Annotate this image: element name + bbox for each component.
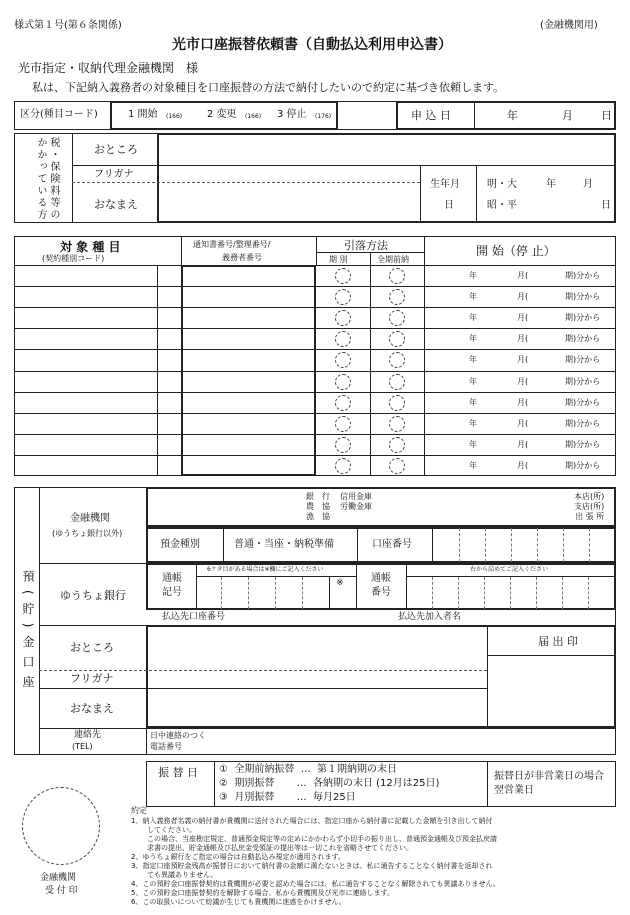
- passbook-symbol-note: 6ケタ目がある場合は※欄にご記入ください: [207, 566, 324, 573]
- row-divider: [14, 349, 616, 350]
- terms-line: この場合、当座勘定規定、普通預金規定等の定めにかかわらず小切手の振り出し、普通預金通帳及び預金払戻請: [147, 835, 497, 843]
- asterisk-mark: ※: [336, 578, 344, 588]
- transfer-option-3: ③ 月別振替 … 毎月25日: [219, 792, 356, 803]
- institution-types-1: 銀 行 農 協 漁 協: [306, 492, 330, 521]
- method-prepay-circle[interactable]: [389, 374, 405, 390]
- row-year-unit: 年: [469, 461, 477, 470]
- row-year-unit: 年: [469, 313, 477, 322]
- kubun-start-option[interactable]: 1 開始: [128, 109, 158, 120]
- form-number: 様式第１号(第６条関係): [14, 20, 122, 31]
- contact-label: 連絡先: [74, 730, 102, 740]
- copy-label: (金融機関用): [540, 20, 598, 31]
- account-number-label: 口座番号: [372, 539, 412, 550]
- intro-text: 私は、下記納入義務者の対象種目を口座振替の方法で納付したいので約定に基づき依頼します。: [32, 81, 505, 94]
- apply-day-unit: 日: [601, 109, 612, 122]
- payer-side-label: 税・保険料等のかかっている方: [35, 137, 59, 221]
- terms-line: 3、指定口座預貯金残高が振替日において納付書の金額に満たないときは、私に通告することなく納付書を返却され: [131, 862, 493, 870]
- apply-date-label: 申 込 日: [411, 109, 451, 122]
- row-year-unit: 年: [469, 334, 477, 343]
- holder-furigana-label: フリガナ: [70, 672, 114, 685]
- payer-furigana-label: フリガナ: [94, 169, 134, 180]
- row-year-unit: 年: [469, 377, 477, 386]
- institution-types-2: 信用金庫 労働金庫: [340, 492, 372, 511]
- passbook-number-label: 通帳: [371, 573, 391, 584]
- method-period-circle[interactable]: [335, 395, 351, 411]
- passbook-symbol-label-2: 記号: [162, 587, 182, 598]
- method-prepay-circle[interactable]: [389, 352, 405, 368]
- row-period-unit: 期)分から: [565, 271, 601, 280]
- row-period-unit: 期)分から: [565, 292, 601, 301]
- passbook-number-label-2: 番号: [371, 587, 391, 598]
- birth-day-unit: 日: [601, 200, 611, 211]
- method-prepay-circle[interactable]: [389, 310, 405, 326]
- holder-address-label: おところ: [70, 641, 114, 654]
- holiday-note-2: 翌営業日: [494, 785, 534, 796]
- row-divider: [14, 286, 616, 287]
- kubun-stop-option[interactable]: 3 停止: [277, 109, 307, 120]
- contact-note-2: 電話番号: [150, 742, 182, 751]
- row-year-unit: 年: [469, 419, 477, 428]
- method-prepay-circle[interactable]: [389, 268, 405, 284]
- deposit-type-options[interactable]: 普通・当座・納税準備: [234, 539, 334, 550]
- terms-line: 5、この預貯金口座振替契約を解除する場合、私から貴機関及び光市に連絡します。: [131, 889, 394, 897]
- kubun-start-code: (166): [166, 113, 183, 120]
- terms-line: 1、納入義務者名義の納付書が貴機関に送付された場合には、指定口座から納付書に記載した金額を引き出して納付: [131, 817, 493, 825]
- method-prepay-circle[interactable]: [389, 416, 405, 432]
- payer-input-area[interactable]: [157, 133, 616, 223]
- row-period-unit: 期)分から: [565, 355, 601, 364]
- receipt-label: 金融機関: [40, 873, 77, 883]
- method-prepay-circle[interactable]: [389, 331, 405, 347]
- transfer-member-label: 払込先加入者名: [398, 612, 462, 622]
- institution-label: 金融機関: [70, 513, 110, 524]
- era-showa-heisei[interactable]: 昭・平: [487, 200, 517, 211]
- row-month-unit: 月(: [517, 461, 529, 470]
- row-divider: [14, 413, 616, 414]
- terms-line: 2、ゆうちょ銀行をご指定の場合は自動払込み規定が適用されます。: [131, 853, 345, 861]
- row-divider: [14, 392, 616, 393]
- method-prepay-circle[interactable]: [389, 395, 405, 411]
- holiday-note: 振替日が非営業日の場合: [494, 771, 604, 782]
- terms-line: 6、この取扱いについて紛議が生じても貴機関に迷惑をかけません。: [131, 898, 346, 906]
- holder-name-label: おなまえ: [70, 702, 114, 715]
- row-year-unit: 年: [469, 292, 477, 301]
- birth-label-2: 日: [444, 200, 454, 211]
- method-period-circle[interactable]: [335, 374, 351, 390]
- kubun-change-option[interactable]: 2 変更: [207, 109, 237, 120]
- col-method-prepay: 全期前納: [377, 255, 409, 264]
- kubun-stop-code: (176): [315, 113, 332, 120]
- col-method-header: 引落方法: [344, 239, 388, 252]
- row-period-unit: 期)分から: [565, 313, 601, 322]
- row-period-unit: 期)分から: [565, 334, 601, 343]
- row-period-unit: 期)分から: [565, 440, 601, 449]
- method-period-circle[interactable]: [335, 437, 351, 453]
- method-period-circle[interactable]: [335, 268, 351, 284]
- yucho-label: ゆうちょ銀行: [60, 589, 126, 602]
- birth-month-unit: 月: [583, 179, 593, 190]
- method-period-circle[interactable]: [335, 352, 351, 368]
- row-period-unit: 期)分から: [565, 398, 601, 407]
- terms-line: してください。: [147, 826, 196, 834]
- row-month-unit: 月(: [517, 292, 529, 301]
- col-method-period: 期 別: [329, 255, 348, 264]
- row-divider: [14, 371, 616, 372]
- method-prepay-circle[interactable]: [389, 289, 405, 305]
- row-period-unit: 期)分から: [565, 377, 601, 386]
- terms-line: 求書の提出、貯金通帳及び払戻金受領証の提出等は一切これを省略させてください。: [147, 844, 413, 852]
- payer-address-label: おところ: [94, 143, 138, 156]
- method-period-circle[interactable]: [335, 458, 351, 474]
- col-notice-header: 通知書番号/整理番号/: [193, 240, 271, 249]
- method-prepay-circle[interactable]: [389, 437, 405, 453]
- contact-note: 日中連絡のつく: [150, 731, 206, 740]
- row-month-unit: 月(: [517, 313, 529, 322]
- row-year-unit: 年: [469, 271, 477, 280]
- col-item-header: 対 象 種 目: [60, 240, 121, 254]
- terms-line: 4、この預貯金口座振替契約は貴機関が必要と認めた場合には、私に通告することなく解除されても異議ありません。: [131, 880, 500, 888]
- apply-month-unit: 月: [562, 109, 573, 122]
- row-year-unit: 年: [469, 398, 477, 407]
- transfer-day-label: 振 替 日: [158, 766, 198, 779]
- birth-year-unit: 年: [546, 179, 556, 190]
- col-notice-header-2: 義務者番号: [222, 253, 262, 262]
- method-period-circle[interactable]: [335, 310, 351, 326]
- institution-input[interactable]: [146, 487, 616, 527]
- col-item-sub: (契約種別コード): [42, 254, 105, 263]
- contact-sub: (TEL): [72, 742, 93, 751]
- terms-title: 約定: [131, 806, 147, 815]
- era-meiji-taisho[interactable]: 明・大: [487, 179, 517, 190]
- row-year-unit: 年: [469, 355, 477, 364]
- row-divider: [14, 434, 616, 435]
- row-month-unit: 月(: [517, 398, 529, 407]
- row-period-unit: 期)分から: [565, 461, 601, 470]
- row-month-unit: 月(: [517, 355, 529, 364]
- method-prepay-circle[interactable]: [389, 458, 405, 474]
- bank-side-label: 預(貯)金口座: [21, 570, 35, 696]
- row-period-unit: 期)分から: [565, 419, 601, 428]
- col-start-header: 開 始（停 止）: [476, 244, 556, 258]
- addressee: 光市指定・収納代理金融機関 様: [18, 61, 199, 75]
- method-period-circle[interactable]: [335, 416, 351, 432]
- row-divider: [14, 455, 616, 456]
- deposit-type-label: 預金種別: [160, 539, 200, 550]
- transfer-option-1: ① 全期前納振替 … 第１期納期の末日: [219, 764, 398, 775]
- institution-sub: (ゆうちょ銀行以外): [52, 529, 123, 538]
- row-divider: [14, 307, 616, 308]
- row-month-unit: 月(: [517, 419, 529, 428]
- terms-line: ても異議ありません。: [147, 871, 218, 879]
- branch-types: 本店(所) 支店(所) 出 張 所: [574, 492, 605, 521]
- page-title: 光市口座振替依頼書（自動払込利用申込書）: [172, 37, 452, 53]
- receipt-stamp-circle: [22, 787, 100, 865]
- row-month-unit: 月(: [517, 377, 529, 386]
- method-period-circle[interactable]: [335, 289, 351, 305]
- method-period-circle[interactable]: [335, 331, 351, 347]
- birth-label: 生年月: [430, 179, 460, 190]
- passbook-symbol-label: 通帳: [162, 573, 182, 584]
- terms-body: [131, 817, 616, 907]
- passbook-number-note: 右から詰めてご記入ください: [470, 566, 549, 573]
- apply-year-unit: 年: [507, 109, 518, 122]
- row-month-unit: 月(: [517, 334, 529, 343]
- row-divider: [14, 328, 616, 329]
- seal-label: 届 出 印: [538, 635, 578, 648]
- row-month-unit: 月(: [517, 440, 529, 449]
- transfer-account-label: 払込先口座番号: [162, 612, 226, 622]
- row-year-unit: 年: [469, 440, 477, 449]
- row-month-unit: 月(: [517, 271, 529, 280]
- transfer-option-2: ② 期別振替 … 各納期の末日 (12月は25日): [219, 778, 440, 789]
- receipt-label-2: 受 付 印: [45, 886, 78, 896]
- kubun-label: 区分(種目コード): [20, 109, 98, 120]
- kubun-change-code: (166): [245, 113, 262, 120]
- payer-name-label: おなまえ: [94, 198, 138, 211]
